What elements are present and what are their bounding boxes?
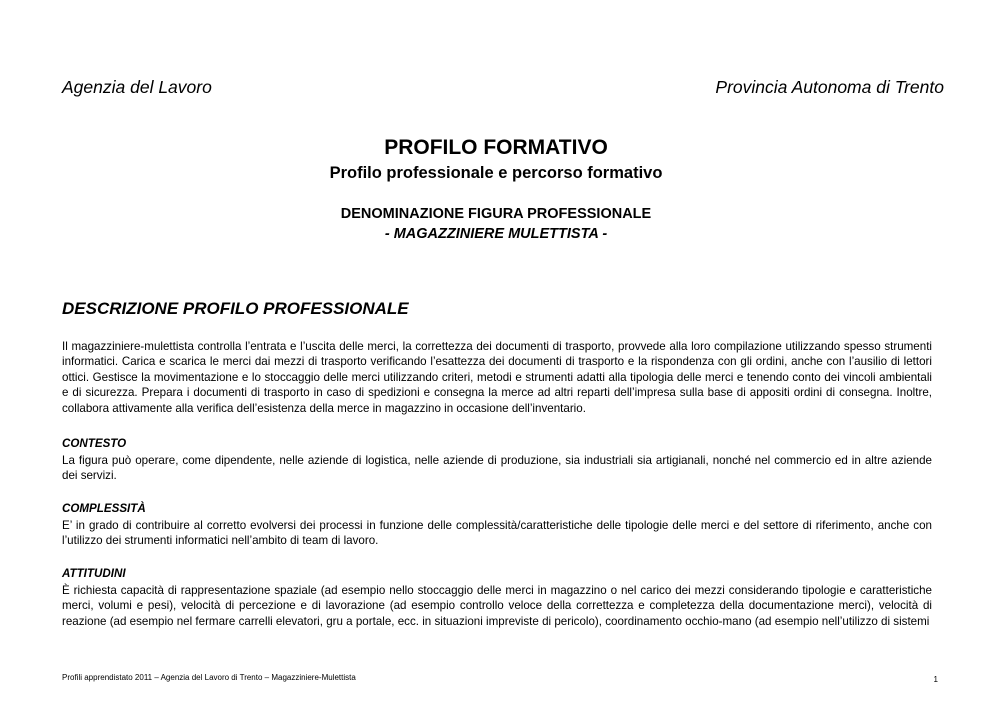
contesto-heading: CONTESTO [62, 437, 127, 450]
description-paragraph: Il magazziniere-mulettista controlla l’entrata e l’uscita delle merci, la correttezza dei documenti di trasporto, provvede alla loro compilazione utilizzando spesso strumenti informatici. Carica e scarica le merci dai mezzi di trasporto verificando l’esattezza dei documenti di trasporto e la rispondenza con gli ordini, anche con l’ausilio di lettori ottici. Gestisce la movimentazione e lo stoccaggio delle merci utilizzando criteri, metodi e strumenti adatti alla tipologia delle merci e tenendo conto dei vincoli ambientali e di sicurezza. Prepara i documenti di trasporto in caso di spedizioni e consegna la merce ad altri reparti dell’impresa sulla base di appositi ordini di consegna. Inoltre, collabora attivamente alla verifica dell’esistenza della merce in magazzino in occasione dell’inventario. [62, 340, 932, 415]
attitudini-paragraph: È richiesta capacità di rappresentazione spaziale (ad esempio nello stoccaggio delle merci in magazzino o nel carico dei mezzi considerando tipologie e caratteristiche merci, volumi e pesi), velocità di percezione e di lavorazione (ad esempio controllo veloce della correttezza e completezza della documentazione merci), velocità di reazione (ad esempio nel fermare carrelli elevatori, gru a portale, ecc. in situazioni impreviste di pericolo), coordinamento occhio-mano (ad esempio nell’utilizzo di sistemi [62, 584, 932, 628]
contesto-paragraph: La figura può operare, come dipendente, nelle aziende di logistica, nelle aziende di produzione, sia industriali sia artigianali, nonché nel commercio ed in altre aziende dei servizi. [62, 454, 932, 483]
section-title: DESCRIZIONE PROFILO PROFESSIONALE [62, 299, 409, 318]
document-subtitle: Profilo professionale e percorso formativo [329, 164, 663, 182]
complessita-heading: COMPLESSITÀ [62, 502, 146, 515]
header-province: Provincia Autonoma di Trento [715, 77, 944, 97]
footer-text: Profili apprendistato 2011 – Agenzia del Lavoro di Trento – Magazziniere-Mulettista [62, 673, 356, 682]
figure-name: - MAGAZZINIERE MULETTISTA - [384, 226, 608, 242]
document-title: PROFILO FORMATIVO [384, 136, 608, 159]
denomination-label: DENOMINAZIONE FIGURA PROFESSIONALE [340, 206, 652, 222]
attitudini-heading: ATTITUDINI [62, 567, 126, 580]
header-agency: Agenzia del Lavoro [62, 77, 212, 97]
complessita-paragraph: E’ in grado di contribuire al corretto evolversi dei processi in funzione delle complessità/caratteristiche delle tipologie delle merci e del settore di riferimento, anche con l’utilizzo dei strumenti informatici nell’ambito di team di lavoro. [62, 519, 932, 548]
page-number: 1 [933, 675, 938, 684]
